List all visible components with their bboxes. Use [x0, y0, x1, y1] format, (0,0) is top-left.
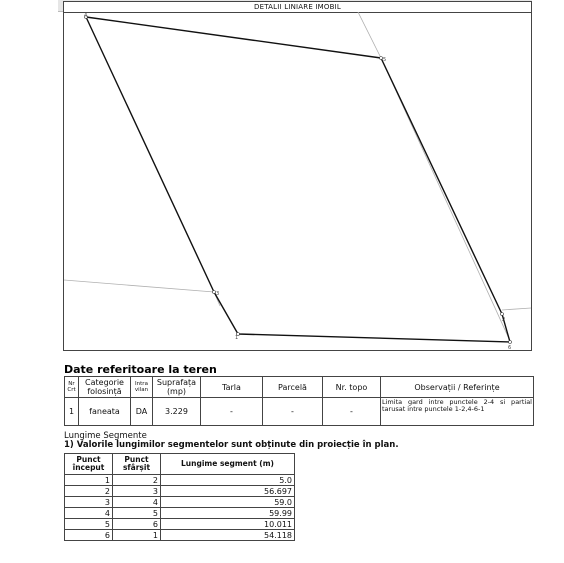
cell-nr: 1: [65, 398, 79, 426]
cell-parcela: -: [263, 398, 323, 426]
cell-start: 3: [65, 497, 113, 508]
cell-start: 5: [65, 519, 113, 530]
cell-nr-topo: -: [323, 398, 381, 426]
vertex-label: 6: [508, 345, 512, 350]
cell-end: 5: [113, 508, 161, 519]
table-row: [65, 530, 295, 541]
col-nr-crt: Nr Crt: [65, 377, 79, 398]
cell-start: 1: [65, 475, 113, 486]
teren-header-row: [65, 377, 534, 398]
cell-length: 10.011: [161, 519, 295, 530]
cell-categorie: faneata: [79, 398, 131, 426]
cell-tarla: -: [201, 398, 263, 426]
table-row: [65, 497, 295, 508]
vertex-label: 1: [235, 335, 239, 341]
col-punct-sfarsit: Punct sfârșit: [113, 454, 161, 475]
col-parcela: Parcelă: [263, 377, 323, 398]
vertex-label: 5: [383, 57, 387, 63]
vertex-label: 2: [502, 317, 506, 323]
segmente-title: Lungime Segmente: [64, 431, 147, 441]
cell-end: 4: [113, 497, 161, 508]
teren-table: [64, 376, 534, 426]
col-tarla: Tarla: [201, 377, 263, 398]
vertex-point: [509, 341, 512, 344]
cell-length: 54.118: [161, 530, 295, 541]
teren-section-title: Date referitoare la teren: [64, 363, 217, 376]
col-nr-topo: Nr. topo: [323, 377, 381, 398]
plan-title: DETALII LINIARE IMOBIL: [64, 2, 531, 13]
table-row: [65, 475, 295, 486]
cell-start: 4: [65, 508, 113, 519]
parcel-boundary: [86, 17, 510, 342]
segmente-table: [64, 453, 295, 541]
cell-length: 59.0: [161, 497, 295, 508]
table-row: [65, 508, 295, 519]
parcel-plan: [64, 12, 531, 350]
cell-end: 3: [113, 486, 161, 497]
col-observatii: Observații / Referințe: [381, 377, 534, 398]
col-punct-inceput: Punct început: [65, 454, 113, 475]
neighbour-line: [64, 280, 214, 292]
neighbour-lines: [64, 12, 531, 343]
cell-intravilan: DA: [131, 398, 153, 426]
vertex-label: 3: [216, 291, 220, 297]
segmente-header-row: [65, 454, 295, 475]
cell-end: 6: [113, 519, 161, 530]
cell-end: 1: [113, 530, 161, 541]
col-intravilan: Intra vilan: [131, 377, 153, 398]
neighbour-line: [357, 12, 381, 58]
cell-start: 6: [65, 530, 113, 541]
col-lungime: Lungime segment (m): [161, 454, 295, 475]
neighbour-line: [502, 308, 531, 310]
vertex-label: 4: [84, 13, 88, 19]
plan-frame: [63, 1, 532, 351]
col-suprafata: Suprafața (mp): [153, 377, 201, 398]
cell-length: 56.697: [161, 486, 295, 497]
segmente-note: 1) Valorile lungimilor segmentelor sunt obținute din proiecție în plan.: [64, 440, 399, 450]
cell-suprafata: 3.229: [153, 398, 201, 426]
vertex-point: [501, 313, 504, 316]
table-row: [65, 486, 295, 497]
cell-length: 59.99: [161, 508, 295, 519]
cell-end: 2: [113, 475, 161, 486]
table-row: [65, 519, 295, 530]
cell-length: 5.0: [161, 475, 295, 486]
col-categorie: Categorie folosință: [79, 377, 131, 398]
cell-start: 2: [65, 486, 113, 497]
table-row: [65, 398, 534, 426]
cell-observatii: Limita gard intre punctele 2-4 si partial tarusat intre punctele 1-2,4-6-1: [381, 398, 534, 426]
